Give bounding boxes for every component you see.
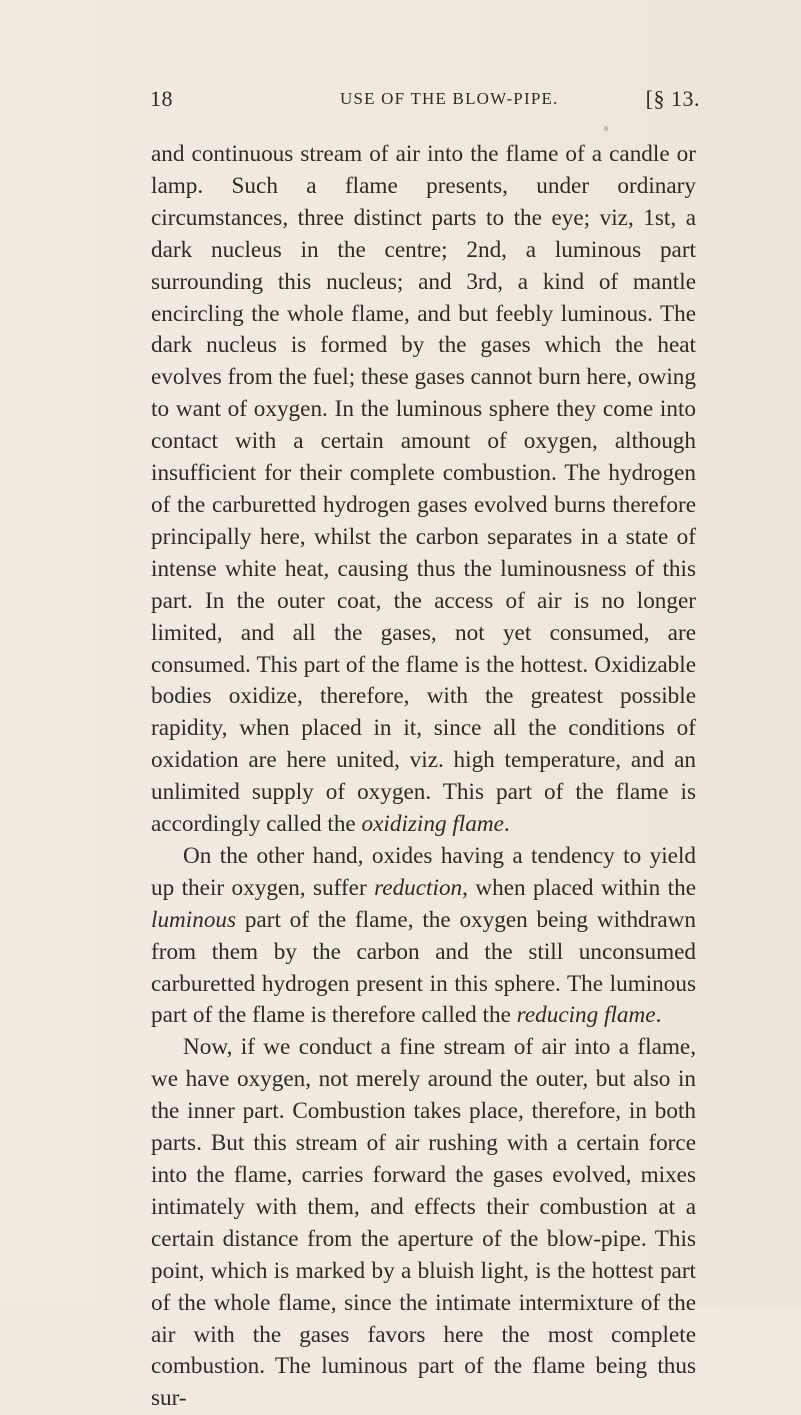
text-run: Now, if we conduct a fine stream of air into a flame, we have oxygen, not merely around the outer, but also in the inner part. Combustion takes place, therefore, in both parts. But this stream of air rushing with a certain force into the flame, carries forward the gases evolved, mixes intimately with them, and effects their combustion at a certain distance from the aperture of the blow-pipe. This point, which is marked by a bluish light, is the hottest part of the whole flame, since the intimate intermixture of the air with the gases favors here the most complete combustion. The luminous part of the flame being thus sur- <box>151 1034 696 1412</box>
text-run: and continuous stream of air into the flame of a candle or lamp. Such a flame presents, under ordinary circumstances, three distinct parts to the eye; viz, 1st, a dark nucleus in the centre; 2nd, a luminous part surrounding this nucleus; and 3rd, a kind of mantle encircling the whole flame, and but feebly luminous. The dark nucleus is formed by the gases which the heat evolves from the fuel; these gases cannot burn here, owing to want of oxygen. In the luminous sphere they come into contact with a certain amount of oxygen, although insufficient for their complete combustion. The hydrogen of the carburetted hydrogen gases evolved burns therefore principally here, whilst the carbon separates in a state of intense white heat, causing thus the luminousness of this part. In the outer coat, the access of air is no longer limited, and all the gases, not yet consumed, are consumed. This part of the flame is the hottest. Oxidizable bodies oxidize, therefore, with the greatest possible rapidity, when placed in it, since all the conditions of oxidation are here united, viz. high temperature, and an unlimited supply of oxygen. This part of the flame is accordingly called the <box>151 141 696 838</box>
text-run: . <box>655 1002 662 1029</box>
italic-term: reducing flame <box>516 1002 656 1029</box>
paragraph <box>151 139 696 841</box>
section-reference: [§ 13. <box>645 86 700 111</box>
paragraph <box>151 841 696 1032</box>
paragraph <box>151 1032 696 1415</box>
ink-speck <box>604 126 608 131</box>
italic-term: oxidizing flame <box>361 811 504 838</box>
page-header <box>150 86 700 112</box>
text-run: part of the flame, the oxygen being withdrawn from them by the carbon and the still unconsumed carburetted hydrogen present in this sphere. The luminous part of the flame is therefore called the <box>151 906 696 1029</box>
running-head: USE OF THE BLOW-PIPE. <box>340 89 559 108</box>
body-text <box>151 139 696 1415</box>
page-number: 18 <box>150 86 173 111</box>
italic-term: luminous <box>151 906 237 933</box>
italic-term: reduction <box>374 874 463 901</box>
text-run: . <box>503 811 510 838</box>
text-run: On the other hand, oxides having a tendency to yield up their oxygen, suffer <box>151 842 696 901</box>
text-run: , when placed within the <box>462 874 696 901</box>
